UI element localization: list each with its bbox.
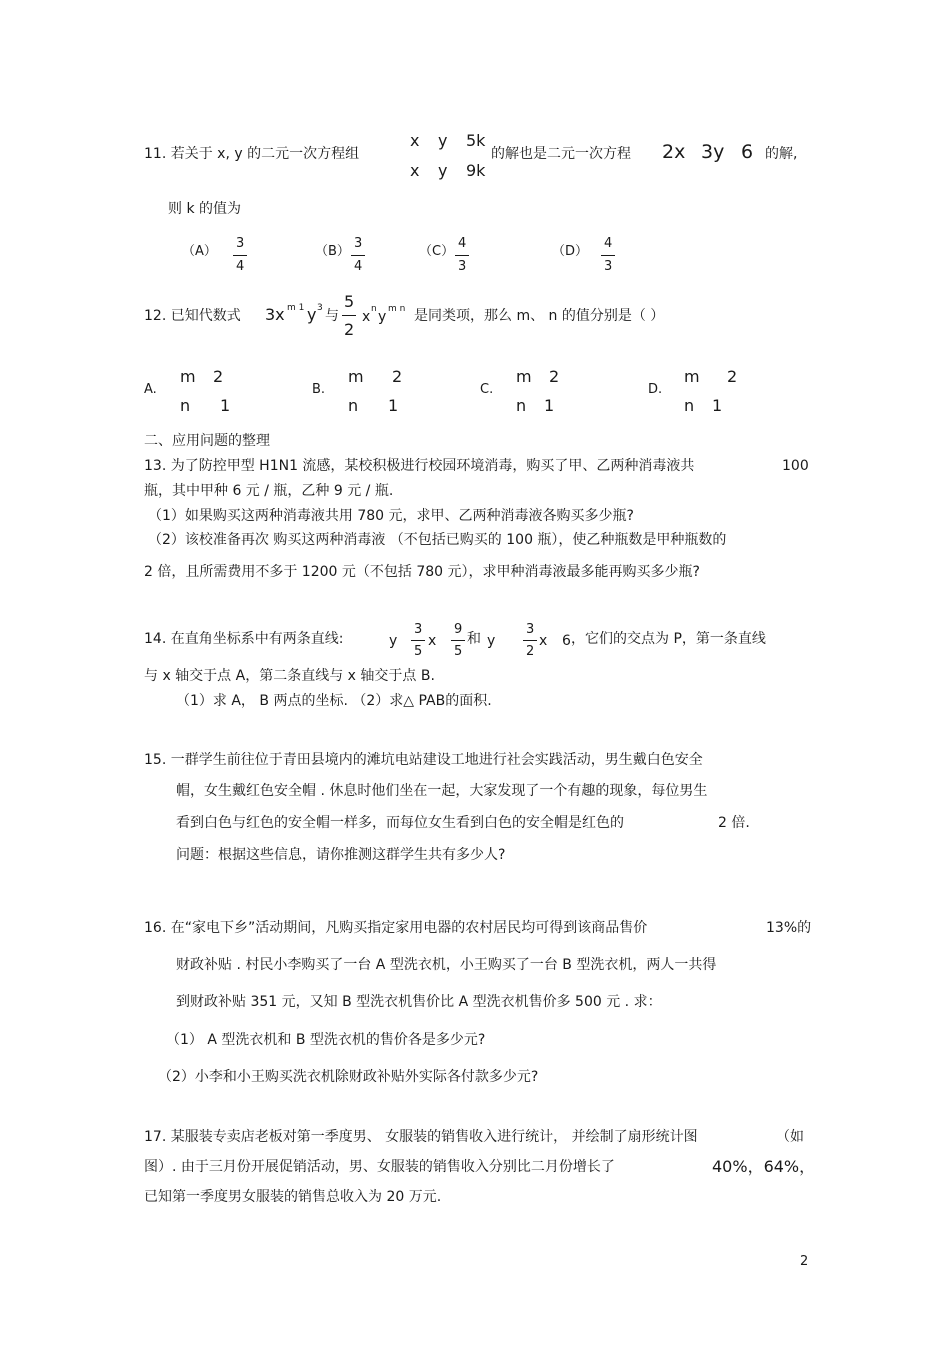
q14-suffix: ，它们的交点为 P，第一条直线 <box>571 631 766 647</box>
q11-option-a-den: 4 <box>236 259 245 274</box>
q12-option-b-n: n <box>348 396 359 415</box>
q12-term1-exp: m 1 <box>287 303 305 313</box>
q12-option-b-n-val: 1 <box>388 396 399 415</box>
q12-option-a-n-val: 1 <box>220 396 231 415</box>
q11-option-d-num: 4 <box>604 236 613 251</box>
q11-suffix: 的解, <box>765 146 798 162</box>
q13-part1: （1）如果购买这两种消毒液共用 780 元，求甲、乙两种消毒液各购买多少瓶? <box>148 508 634 524</box>
q12-option-a-n: n <box>180 396 191 415</box>
q11-option-c-den: 3 <box>458 259 467 274</box>
q14-frac3-num: 3 <box>526 622 535 637</box>
q11-eq-3y: 3y <box>701 141 725 163</box>
q11-option-d-den: 3 <box>604 259 613 274</box>
q11-system-r2-y: y <box>438 161 448 180</box>
q11-option-b-den: 4 <box>354 259 363 274</box>
q12-frac-num: 5 <box>344 292 355 311</box>
q12-option-c-label: C. <box>480 382 494 397</box>
q14-frac1-den: 5 <box>414 644 423 659</box>
q11-system-r1-y: y <box>438 131 448 150</box>
q13-line1: 13. 为了防控甲型 H1N1 流感，某校积极进行校园环境消毒，购买了甲、乙两种消毒液共 <box>144 458 695 474</box>
q11-option-d-label: （D） <box>552 244 589 259</box>
q14-line2: 与 x 轴交于点 A，第二条直线与 x 轴交于点 B. <box>144 668 435 684</box>
q14-line1-y: y <box>389 633 398 649</box>
q12-term1-y: y <box>307 305 317 324</box>
q11-prefix: 11. 若关于 x, y 的二元一次方程组 <box>144 146 360 162</box>
q12-yu: 与 <box>325 308 339 324</box>
q16-line1: 16. 在“家电下乡”活动期间，凡购买指定家用电器的农村居民均可得到该商品售价 <box>144 920 648 936</box>
q12-option-b-m: m <box>348 367 364 386</box>
q14-line2-const: 6 <box>562 633 571 649</box>
q14-prefix: 14. 在直角坐标系中有两条直线: <box>144 631 344 647</box>
q12-option-d-m: m <box>684 367 700 386</box>
q12-option-d-m-val: 2 <box>727 367 738 386</box>
q13-line1-end: 100 <box>782 458 809 474</box>
q15-line2: 帽，女生戴红色安全帽 . 休息时他们坐在一起，大家发现了一个有趣的现象，每位男生 <box>176 783 708 799</box>
q13-part2: （2）该校准备再次 购买这两种消毒液 （不包括已购买的 100 瓶），使乙种瓶数是甲种瓶数的 <box>148 532 727 548</box>
q12-term2-x: x <box>362 309 371 325</box>
q12-option-c-n: n <box>516 396 527 415</box>
q12-option-c-n-val: 1 <box>544 396 555 415</box>
q12-option-c-m-val: 2 <box>549 367 560 386</box>
q12-option-d-n: n <box>684 396 695 415</box>
q13-line2: 瓶，其中甲种 6 元 / 瓶，乙种 9 元 / 瓶. <box>144 483 394 499</box>
q16-line1-end: 13%的 <box>766 920 812 936</box>
q12-option-c-m: m <box>516 367 532 386</box>
section-heading: 二、应用问题的整理 <box>144 433 270 449</box>
q17-percentages: 40%，64%， <box>712 1157 816 1176</box>
q15-line3-end: 2 倍. <box>718 815 750 831</box>
q13-part2-cont: 2 倍，且所需费用不多于 1200 元（不包括 780 元），求甲种消毒液最多能再购买多少瓶? <box>144 564 700 580</box>
q12-option-d-label: D. <box>648 382 663 397</box>
q14-line2-y: y <box>487 633 496 649</box>
q12-option-b-label: B. <box>312 382 326 397</box>
q17-line1: 17. 某服装专卖店老板对第一季度男、 女服装的销售收入进行统计， 并绘制了扇形统计图 <box>144 1129 698 1145</box>
q17-line3: 已知第一季度男女服装的销售总收入为 20 万元. <box>144 1189 442 1205</box>
q11-option-a-label: （A） <box>182 244 217 259</box>
q14-frac2-num: 9 <box>454 622 463 637</box>
q11-option-b-num: 3 <box>354 236 363 251</box>
q12-term1-base: 3x <box>265 305 285 324</box>
q12-suffix: 是同类项，那么 m、 n 的值分别是（ ） <box>414 308 665 324</box>
q11-eq-6: 6 <box>741 141 754 163</box>
q15-line1: 15. 一群学生前往位于青田县境内的滩坑电站建设工地进行社会实践活动，男生戴白色安全 <box>144 752 703 768</box>
q11-line2: 则 k 的值为 <box>168 201 242 217</box>
q11-option-c-label: （C） <box>419 244 455 259</box>
q11-eq-2x: 2x <box>662 141 686 163</box>
q12-term2-yexp: m n <box>388 304 406 314</box>
q16-line3: 到财政补贴 351 元，又知 B 型洗衣机售价比 A 型洗衣机售价多 500 元 . 求： <box>176 994 662 1010</box>
q14-line1-x: x <box>428 633 437 649</box>
q16-part2: （2）小李和小王购买洗衣机除财政补贴外实际各付款多少元? <box>158 1069 539 1085</box>
q11-system-r2-rhs: 9k <box>466 161 486 180</box>
q14-line2-x: x <box>539 633 548 649</box>
q11-option-a-num: 3 <box>236 236 245 251</box>
q14-frac1-num: 3 <box>414 622 423 637</box>
q14-frac3-den: 2 <box>526 644 535 659</box>
q12-term2-xexp: n <box>371 304 377 314</box>
q12-frac-den: 2 <box>344 320 355 339</box>
q16-part1: （1） A 型洗衣机和 B 型洗衣机的售价各是多少元? <box>166 1032 486 1048</box>
q16-line2: 财政补贴 . 村民小李购买了一台 A 型洗衣机，小王购买了一台 B 型洗衣机，两人一共得 <box>176 957 717 973</box>
q12-option-b-m-val: 2 <box>392 367 403 386</box>
q12-option-a-label: A. <box>144 382 157 397</box>
q11-middle-text: 的解也是二元一次方程 <box>491 146 631 162</box>
q11-option-c-num: 4 <box>458 236 467 251</box>
q12-option-d-n-val: 1 <box>712 396 723 415</box>
q12-option-a-m: m <box>180 367 196 386</box>
q14-line3: （1）求 A， B 两点的坐标. （2）求△ PAB的面积. <box>176 693 492 709</box>
q17-line2: 图）. 由于三月份开展促销活动，男、女服装的销售收入分别比二月份增长了 <box>144 1159 615 1175</box>
q11-system-r2-x: x <box>410 161 420 180</box>
q11-system-r1-rhs: 5k <box>466 131 486 150</box>
page-number: 2 <box>800 1254 809 1269</box>
q12-term1-yexp: 3 <box>317 303 323 313</box>
q15-line3: 看到白色与红色的安全帽一样多，而每位女生看到白色的安全帽是红色的 <box>176 815 624 831</box>
q11-system-r1-x: x <box>410 131 420 150</box>
q12-option-a-m-val: 2 <box>213 367 224 386</box>
q14-he: 和 <box>467 631 481 647</box>
q17-line1-end: （如 <box>776 1129 804 1145</box>
q12-term2-y: y <box>378 309 387 325</box>
q14-frac2-den: 5 <box>454 644 463 659</box>
q11-option-b-label: （B） <box>315 244 350 259</box>
q12-prefix: 12. 已知代数式 <box>144 308 241 324</box>
q15-line4: 问题：根据这些信息，请你推测这群学生共有多少人? <box>176 847 506 863</box>
